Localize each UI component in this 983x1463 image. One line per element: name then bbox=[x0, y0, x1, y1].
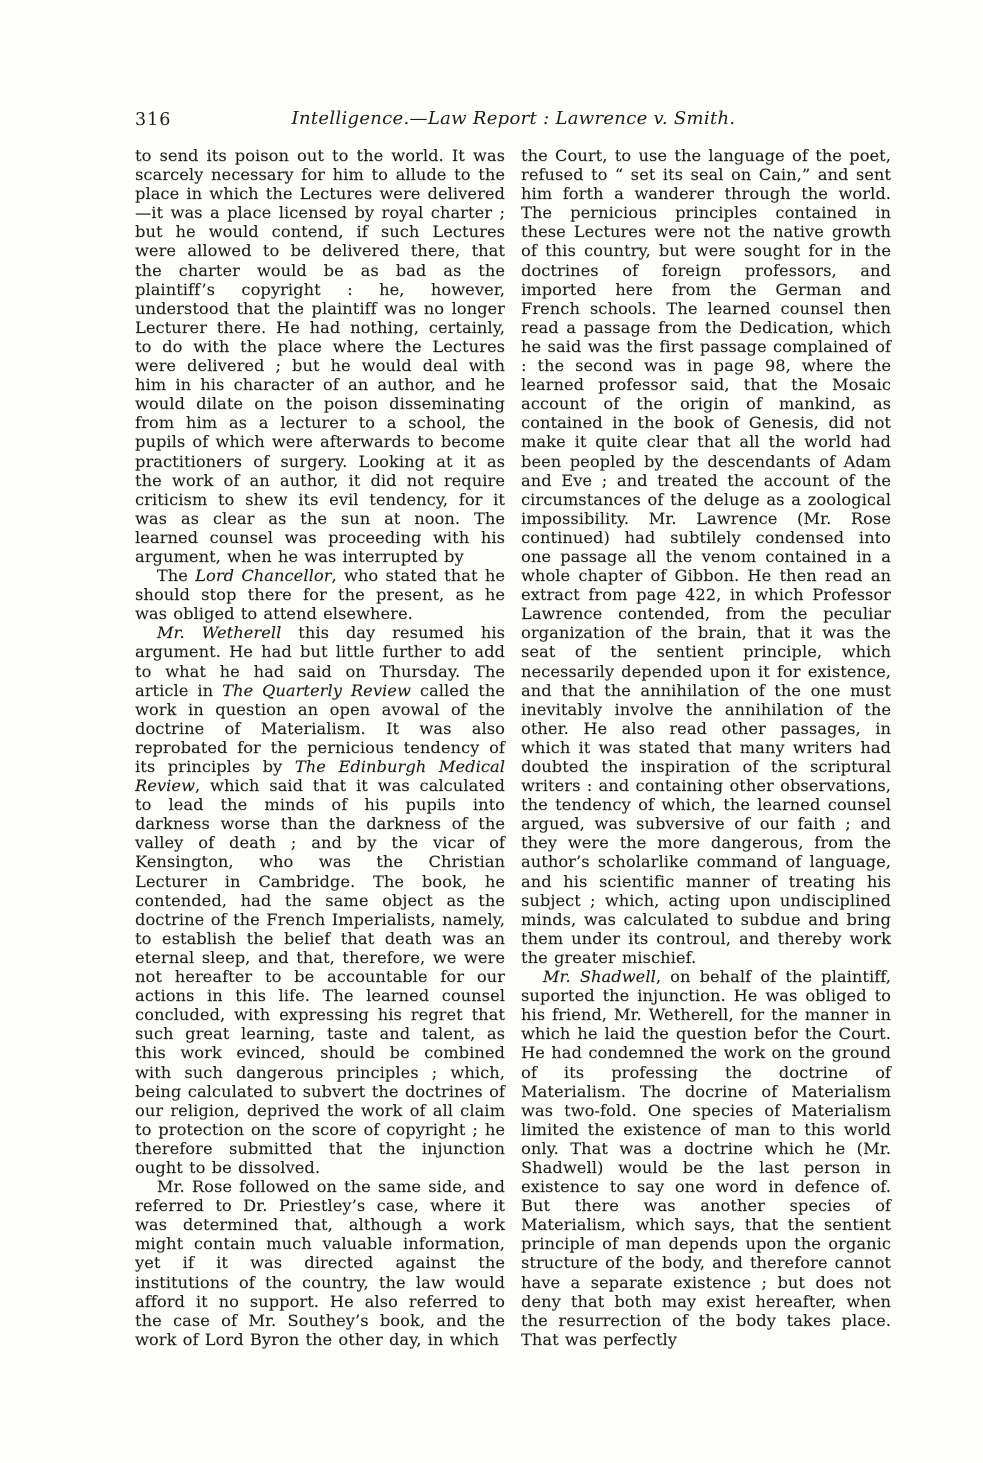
text-run: to send its poison out to the world. It was scarcely necessary for him to allude to the place in which the Lectures were delivered—it was a place licensed by royal charter ; but he would contend, if such Lectures were allowed to be delivered there, that the charter would be as bad as the plaintiff’s copyright : he, however, understood that the plaintiff was no longer Lecturer there. He had nothing, certainly, to do with the place where the Lectures were delivered ; but he would deal with him in his character of an author, and he would dilate on the poison disseminating from him as a lecturer to a school, the pupils of which were afterwards to become practitioners of surgery. Looking at it as the work of an author, it did not require criticism to shew its evil tendency, for it was as clear as the sun at noon. The learned counsel was proceeding with his argument, when he was interrupted by bbox=[135, 146, 505, 566]
italic-text-run: The Quarterly Review bbox=[222, 680, 411, 700]
right-column bbox=[521, 146, 891, 1349]
page-header bbox=[135, 108, 892, 138]
paragraph bbox=[521, 146, 891, 967]
left-column bbox=[135, 146, 505, 1349]
paragraph bbox=[135, 1177, 505, 1349]
italic-text-run: Lord Chancellor bbox=[195, 566, 332, 586]
italic-text-run: Mr. Wetherell bbox=[156, 623, 282, 643]
text-run: the Court, to use the language of the poet, refused to “ set its seal on Cain,” and sent him forth a wanderer through the world. The pernicious principles contained in these Lectures were not the native growth of this country, but were sought for in the doctrines of foreign professors, and imported here from the German and French schools. The learned counsel then read a passage from the Dedication, which he said was the first passage complained of : the second was in page 98, where the learned professor said, that the Mosaic account of the origin of mankind, as contained in the book of Genesis, did not make it quite clear that all the world had been peopled by the descendants of Adam and Eve ; and treated the account of the circumstances of the deluge as a zoological impossibility. Mr. Lawrence (Mr. Rose continued) had subtilely condensed into one passage all the venom contained in a whole chapter of Gibbon. He then read an extract from page 422, in which Professor Lawrence contended, from the peculiar organization of the brain, that it was the seat of the sentient principle, which necessarily depended upon it for existence, and that the annihilation of the one must inevitably involve the annihilation of the other. He also read other passages, in which it was stated that many writers had doubted the inspiration of the scriptural writers : and containing other observations, the tendency of which, the learned counsel argued, was subversive of our faith ; and they were the more dangerous, from the author’s scholarlike command of language, and his scientific manner of treating his subject ; which, acting upon undisciplined minds, was calculated to subdue and bring them under its controul, and thereby work the greater mischief. bbox=[521, 146, 891, 967]
text-run: The bbox=[156, 566, 196, 586]
italic-text-run: Mr. Shadwell bbox=[542, 967, 656, 987]
running-title: Intelligence.—Law Report : Lawrence v. Smith. bbox=[291, 108, 736, 129]
text-run: Mr. Rose followed on the same side, and referred to Dr. Priestley’s case, where it was determined that, although a work might contain much valuable information, yet if it was directed against the institutions of the country, the law would afford it no support. He also referred to the case of Mr. Southey’s book, and the work of Lord Byron the other day, in which bbox=[135, 1177, 505, 1349]
italic-text-run: The Edinburgh Medical Review bbox=[135, 757, 506, 796]
text-run: , who stated that he should stop there for the present, as he was obliged to attend elsewhere. bbox=[135, 566, 505, 624]
paragraph bbox=[135, 146, 505, 566]
text-run: this day resumed his argument. He had but little further to add to what he had said on Thursday. The article in bbox=[135, 623, 505, 700]
paragraph bbox=[135, 566, 505, 623]
text-run: , which said that it was calculated to lead the minds of his pupils into darkness worse than the darkness of the valley of death ; and by the vicar of Kensington, who was the Christian Lecturer in Cambridge. The book, he contended, had the same object as the doctrine of the French Imperialists, namely, to establish the belief that death was an eternal sleep, and that, therefore, we were not hereafter to be accountable for our actions in this life. The learned counsel concluded, with expressing his regret that such great learning, taste and talent, as this work evinced, should be combined with such dangerous principles ; which, being calculated to subvert the doctrines of our religion, deprived the work of all claim to protection on the score of copyright ; he therefore submitted that the injunction ought to be dissolved. bbox=[135, 776, 505, 1177]
text-run: , on behalf of the plaintiff, suported the injunction. He was obliged to his friend, Mr. Wetherell, for the manner in which he laid the question befor the Court. He had condemned the work on the ground of its professing the doctrine of Materialism. The docrine of Materialism was two-fold. One species of Materialism limited the existence of man to this world only. That was a doctrine which he (Mr. Shadwell) would be the last person in existence to say one word in defence of. But there was another species of Materialism, which says, that the sentient principle of man depends upon the organic structure of the body, and therefore cannot have a separate existence ; but does not deny that both may exist hereafter, when the resurrection of the body takes place. That was perfectly bbox=[521, 967, 891, 1349]
text-columns bbox=[135, 146, 892, 1349]
paragraph bbox=[521, 967, 891, 1349]
page-number: 316 bbox=[135, 110, 172, 130]
text-run: called the work in question an open avowal of the doctrine of Materialism. It was also reprobated for the pernicious tendency of its principles by bbox=[135, 680, 506, 776]
paragraph bbox=[135, 623, 505, 1177]
